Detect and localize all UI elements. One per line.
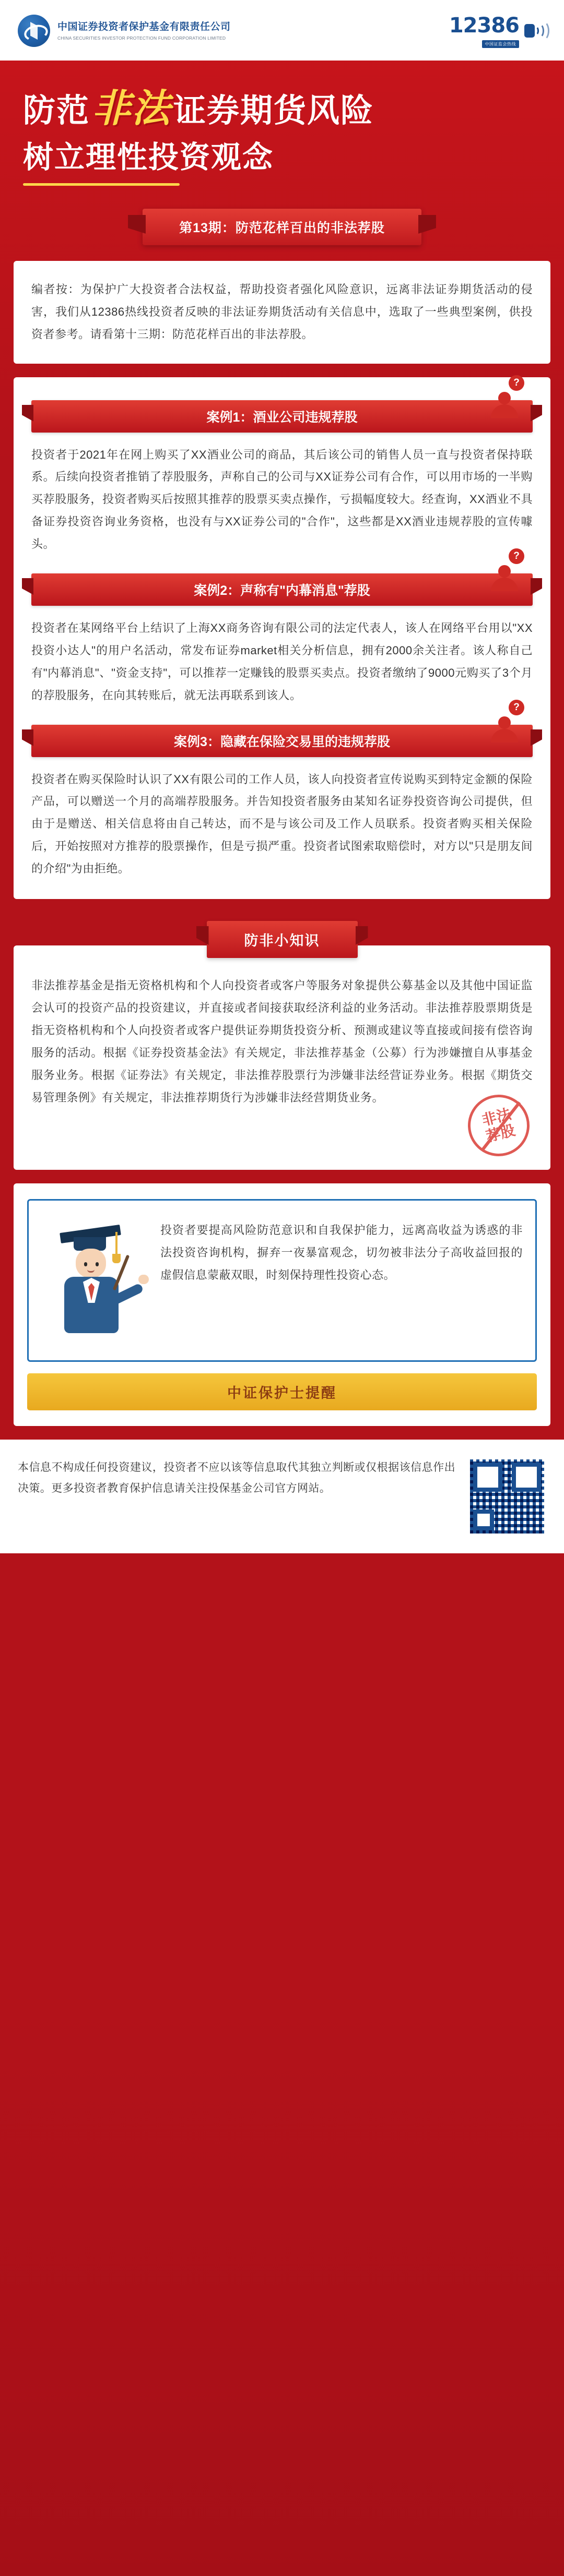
org-logo — [18, 15, 231, 47]
protector-reminder-button[interactable]: 中证保护士提醒 — [27, 1373, 537, 1410]
knowledge-banner: 防非小知识 — [207, 921, 358, 958]
case-title-2: 案例2：声称有"内幕消息"荐股 — [31, 573, 533, 606]
graduate-person-icon — [41, 1216, 151, 1347]
title-prefix: 防范 — [23, 93, 90, 129]
case-text-1: 投资者于2021年在网上购买了XX酒业公司的商品，其后该公司的销售人员一直与投资者保持联系。后续向投资者推销了荐股服务，声称自己的公司与XX证券公司有合作，可以用市场的一半购买荐股服务，投资者购买后按照其推荐的股票买卖点操作，亏损幅度较大。经查询，XX酒业不具备证券投资咨询业务资格，也没有与XX证券公司的"合作"，这些都是XX酒业违规荐股的宣传噱头。 — [31, 448, 533, 551]
person-question-icon: ? — [490, 556, 522, 586]
hotline-caption: 中国证监会热线 — [482, 40, 520, 48]
page-title-line2: 树立理性投资观念 — [23, 140, 274, 175]
hotline-number: 12386 — [449, 14, 519, 38]
person-question-icon: ? — [490, 382, 522, 413]
case-header-2 — [14, 550, 550, 606]
case-title-1: 案例1：酒业公司违规荐股 — [31, 400, 533, 433]
title-highlight: 非法 — [92, 87, 172, 130]
title-suffix: 证券期货风险 — [173, 93, 374, 129]
case-text-3: 投资者在购买保险时认识了XX有限公司的工作人员，该人向投资者宣传说购买到特定金额的保险产品，可以赠送一个月的高端荐股服务。并告知投资者服务由某知名证券投资咨询公司提供，但由于是赠送、相关信息将由自己转达，而不是与该公司及工作人员联系。投资者购买相关保险后，开始按照对方推荐的股票操作，但是亏损严重。投资者试图索取赔偿时，对方以"只是朋友间的介绍"为由拒绝。 — [31, 772, 533, 876]
hotline-block — [449, 14, 546, 48]
page-footer — [0, 1440, 564, 1553]
org-name-en: CHINA SECURITIES INVESTOR PROTECTION FUND CORPORATION LIMITED — [57, 35, 226, 41]
case-title-3: 案例3：隐藏在保险交易里的违规荐股 — [31, 725, 533, 757]
cases-section — [14, 377, 550, 899]
disclaimer-text: 本信息不构成任何投资建议，投资者不应以该等信息取代其独立判断或仅根据该信息作出决策。更多投资者教育保护信息请关注投保基金公司官方网站。 — [18, 1461, 455, 1494]
case-header-1 — [14, 377, 550, 433]
title-underline — [23, 183, 180, 186]
qr-code-icon[interactable] — [468, 1457, 546, 1536]
issue-ribbon: 第13期：防范花样百出的非法荐股 — [143, 209, 421, 245]
case-text-2: 投资者在某网络平台上结识了上海XX商务咨询有限公司的法定代表人，该人在网络平台用以"XX投资小达人"的用户名活动，常发布证券market相关分析信息，拥有2000余关注者。该人称自己有"内幕消息"、"资金支持"，可以推荐一定赚钱的股票买卖点。投资者缴纳了9000元购买了3个月的荐股服务，在向其转账后，就无法再联系到该人。 — [31, 621, 533, 702]
knowledge-section — [0, 913, 564, 1183]
phone-wave-icon — [522, 19, 546, 43]
person-question-icon: ? — [490, 707, 522, 737]
title-block — [0, 61, 564, 191]
page-title-line1 — [23, 86, 541, 131]
org-name-cn: 中国证券投资者保护基金有限责任公司 — [57, 21, 231, 33]
tip-section — [14, 1183, 550, 1426]
case-header-3 — [14, 701, 550, 757]
knowledge-card — [14, 945, 550, 1170]
page-header — [0, 0, 564, 61]
stamp-label: 非法荐股 — [480, 1105, 518, 1145]
knowledge-text: 非法推荐基金是指无资格机构和个人向投资者或客户等服务对象提供公募基金以及其他中国证监会认可的投资产品的投资建议，并直接或者间接获取经济利益的业务活动。非法推荐股票期货是指无资格机构和个人向投资者或客户提供证券期货投资分析、预测或建议等直接或间接有偿咨询服务的活动。根据《证券投资基金法》有关规定，非法推荐基金（公募）行为涉嫌擅自从事基金服务业务。根据《证券法》有关规定，非法推荐股票行为涉嫌非法经营证券业务。根据《期货交易管理条例》有关规定，非法推荐期货行为涉嫌非法经营期货业务。 — [31, 979, 533, 1104]
editor-note-card: 编者按：为保护广大投资者合法权益，帮助投资者强化风险意识，远离非法证券期货活动的侵害，我们从12386热线投资者反映的非法证券期货活动有关信息中，选取了一些典型案例，供投资者参考。请看第十三期：防范花样百出的非法荐股。 — [14, 261, 550, 364]
shield-logo-icon — [18, 15, 50, 47]
issue-ribbon-wrap — [0, 191, 564, 261]
tip-text: 投资者要提高风险防范意识和自我保护能力，远离高收益为诱惑的非法投资咨询机构，摒弃一夜暴富观念，切勿被非法分子高收益回报的虚假信息蒙蔽双眼，时刻保持理性投资心态。 — [160, 1224, 523, 1281]
